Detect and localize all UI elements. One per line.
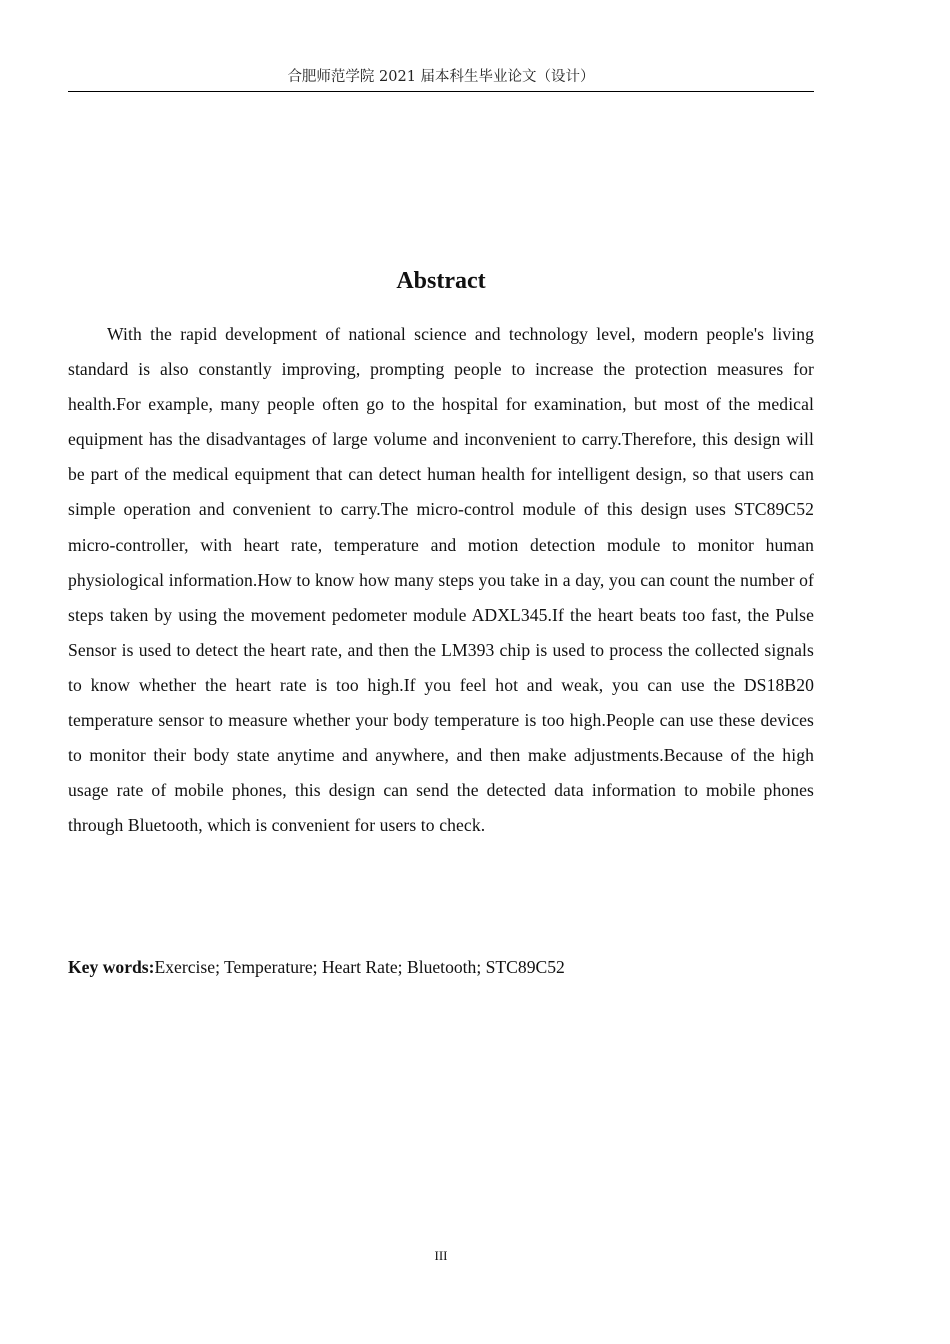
abstract-title: Abstract (396, 268, 486, 294)
header-rule (68, 91, 814, 92)
keywords-label: Key words: (68, 957, 155, 977)
keywords-text: Exercise; Temperature; Heart Rate; Bluetooth; STC89C52 (154, 957, 565, 977)
abstract-body: With the rapid development of national science and technology level, modern people's living standard is also constantly improving, prompting people to increase the protection measures for health.For example, many people often go to the hospital for examination, but most of the medical equipment has the disadvantages of large volume and inconvenient to carry.Therefore, this design will be part of the medical equipment that can detect human health for intelligent design, so that users can simple operation and convenient to carry.The micro-control module of this design uses STC89C52 micro-controller, with heart rate, temperature and motion detection module to monitor human physiological information.How to know how many steps you take in a day, you can count the number of steps taken by using the movement pedometer module ADXL345.If the heart beats too fast, the Pulse Sensor is used to detect the heart rate, and then the LM393 chip is used to process the collected signals to know whether the heart rate is too high.If you feel hot and weak, you can use the DS18B20 temperature sensor to measure whether your body temperature is too high.People can use these devices to monitor their body state anytime and anywhere, and then make adjustments.Because of the high usage rate of mobile phones, this design can send the detected data information to mobile phones through Bluetooth, which is convenient for users to check. (68, 324, 814, 836)
page-number: III (434, 1248, 448, 1263)
running-header: 合肥师范学院 2021 届本科生毕业论文（设计） (287, 69, 595, 85)
keywords-line (68, 951, 814, 983)
